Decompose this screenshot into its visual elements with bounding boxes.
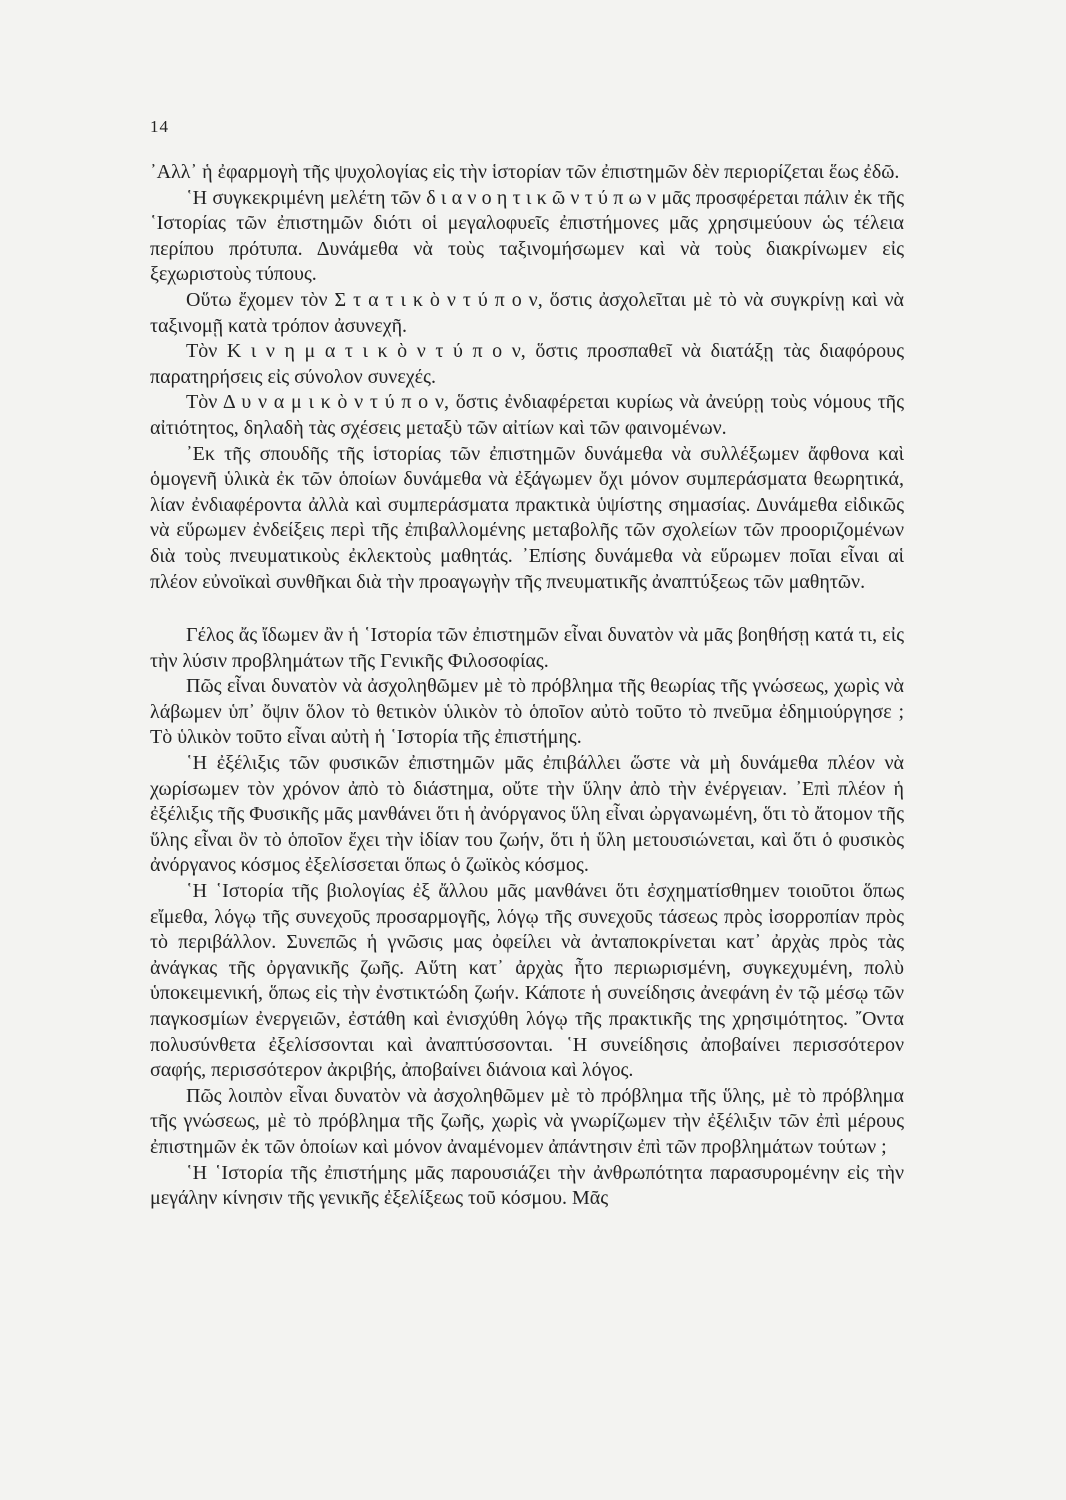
paragraph: ῾Η ῾Ιστορία τῆς βιολογίας ἐξ ἄλλου μᾶς μανθάνει ὅτι ἐσχηματίσθημεν τοιοῦτοι ὅπως εἴμεθα, λόγῳ τῆς συνεχοῦς προσαρμογῆς, λόγῳ τῆς συνεχοῦς τάσεως πρὸς ἰσορροπίαν πρὸς τὸ περιβάλλον. Συνεπῶς ἡ γνῶσις μας ὀφείλει νὰ ἀνταποκρίνεται κατ᾿ ἀρχὰς πρὸς τὰς ἀνάγκας τῆς ὀργανικῆς ζωῆς. Αὕτη κατ᾿ ἀρχὰς ἦτο περιωρισμένη, συγκεχυμένη, πολὺ ὑποκειμενική, ὅπως εἰς τὴν ἐνστικτώδη ζωήν. Κάποτε ἡ συνείδησις ἀνεφάνη ἐν τῷ μέσῳ τῶν παγκοσμίων ἐνεργειῶν, ἐστάθη καὶ ἐνισχύθη λόγῳ τῆς πρακτικῆς της χρησιμότητος. ῎Οντα πολυσύνθετα ἐξελίσσονται καὶ ἀναπτύσσονται. ῾Η συνείδησις ἀποβαίνει περισσότερον σαφής, περισσότερον ἀκριβής, ἀποβαίνει διάνοια καὶ λόγος.	[150, 880, 904, 1082]
page-number: 14	[150, 117, 169, 136]
paragraph: Τὸν Δ υ ν α μ ι κ ὸ ν τ ύ π ο ν, ὅστις ἐνδιαφέρεται κυρίως νὰ ἀνεύρῃ τοὺς νόμους τῆς αἰτιότητος, δηλαδὴ τὰς σχέσεις μεταξὺ τῶν αἰτίων καὶ τῶν φαινομένων.	[150, 391, 904, 439]
paragraph: Πῶς λοιπὸν εἶναι δυνατὸν νὰ ἀσχοληθῶμεν μὲ τὸ πρόβλημα τῆς ὕλης, μὲ τὸ πρόβλημα τῆς γνώσεως, μὲ τὸ πρόβλημα τῆς ζωῆς, χωρὶς νὰ γνωρίζωμεν τὴν ἐξέλιξιν τῶν ἐπὶ μέρους ἐπιστημῶν ἐκ τῶν ὁποίων καὶ μόνον ἀναμένομεν ἀπάντησιν ἐπὶ τῶν προβλημάτων τούτων ;	[150, 1084, 904, 1158]
paragraph: Οὕτω ἔχομεν τὸν Σ τ α τ ι κ ὸ ν τ ύ π ο ν, ὅστις ἀσχολεῖται μὲ τὸ νὰ συγκρίνῃ καὶ νὰ ταξινομῇ κατὰ τρόπον ἀσυνεχῆ.	[150, 288, 904, 337]
paragraph: ῾Η ῾Ιστορία τῆς ἐπιστήμης μᾶς παρουσιάζει τὴν ἀνθρωπότητα παρασυρομένην εἰς τὴν μεγάλην κίνησιν τῆς γενικῆς ἐξελίξεως τοῦ κόσμου. Μᾶς	[150, 1161, 904, 1210]
paragraph: Τὸν Κ ι ν η μ α τ ι κ ὸ ν τ ύ π ο ν, ὅστις προσπαθεῖ νὰ διατάξῃ τὰς διαφόρους παρατηρήσεις εἰς σύνολον συνεχές.	[150, 340, 904, 388]
paragraph: Πῶς εἶναι δυνατὸν νὰ ἀσχοληθῶμεν μὲ τὸ πρόβλημα τῆς θεωρίας τῆς γνώσεως, χωρὶς νὰ λάβωμεν ὑπ᾿ ὄψιν ὅλον τὸ θετικὸν ὑλικὸν τὸ ὁποῖον αὐτὸ τοῦτο τὸ πνεῦμα ἐδημιούργησε ; Τὸ ὑλικὸν τοῦτο εἶναι αὐτὴ ἡ ῾Ιστορία τῆς ἐπιστήμης.	[150, 675, 904, 749]
body-text	[150, 160, 904, 1212]
paragraph: ῾Η συγκεκριμένη μελέτη τῶν δ ι α ν ο η τ ι κ ῶ ν τ ύ π ω ν μᾶς προσφέρεται πάλιν ἐκ τῆς ῾Ιστορίας τῶν ἐπιστημῶν διότι οἱ μεγαλοφυεῖς ἐπιστήμονες μᾶς χρησιμεύουν ὡς τέλεια περίπου πρότυπα. Δυνάμεθα νὰ τοὺς ταξινομήσωμεν καὶ νὰ τοὺς διακρίνωμεν εἰς ξεχωριστοὺς τύπους.	[150, 186, 904, 286]
paragraph: ῾Η ἐξέλιξις τῶν φυσικῶν ἐπιστημῶν μᾶς ἐπιβάλλει ὥστε νὰ μὴ δυνάμεθα πλέον νὰ χωρίσωμεν τὸν χρόνον ἀπὸ τὸ διάστημα, οὔτε τὴν ὕλην ἀπὸ τὴν ἐνέργειαν. ᾿Επὶ πλέον ἡ ἐξέλιξις τῆς Φυσικῆς μᾶς μανθάνει ὅτι ἡ ἀνόργανος ὕλη εἶναι ὠργανωμένη, ὅτι τὸ ἄτομον τῆς ὕλης εἶναι ὂν τὸ ὁποῖον ἔχει τὴν ἰδίαν του ζωήν, ὅτι ἡ ὕλη μετουσιώνεται, καὶ ὅτι ὁ φυσικὸς ἀνόργανος κόσμος ἐξελίσσεται ὅπως ὁ ζωϊκὸς κόσμος.	[150, 752, 904, 877]
paragraph: ᾿Εκ τῆς σπουδῆς τῆς ἱστορίας τῶν ἐπιστημῶν δυνάμεθα νὰ συλλέξωμεν ἄφθονα καὶ ὁμογενῆ ὑλικὰ ἐκ τῶν ὁποίων δυνάμεθα νὰ ἐξάγωμεν ὄχι μόνον συμπεράσματα θεωρητικά, λίαν ἐνδιαφέροντα ἀλλὰ καὶ συμπεράσματα πρακτικὰ ὑψίστης σημασίας. Δυνάμεθα εἰδικῶς νὰ εὕρωμεν ἐνδείξεις περὶ τῆς ἐπιβαλλομένης μεταβολῆς τῶν σχολείων τῶν προοριζομένων διὰ τοὺς πνευματικοὺς ἐκλεκτοὺς μαθητάς. ᾿Επίσης δυνάμεθα νὰ εὕρωμεν ποῖαι εἶναι αἱ πλέον εὐνοϊκαὶ συνθῆκαι διὰ τὴν προαγωγὴν τῆς πνευματικῆς ἀναπτύξεως τῶν μαθητῶν.	[150, 442, 904, 593]
paragraph: Γέλος ἄς ἴδωμεν ἂν ἡ ῾Ιστορία τῶν ἐπιστημῶν εἶναι δυνατὸν νὰ μᾶς βοηθήσῃ κατά τι, εἰς τὴν λύσιν προβλημάτων τῆς Γενικῆς Φιλοσοφίας.	[150, 624, 904, 672]
paragraph: ᾿Αλλ᾿ ἡ ἐφαρμογὴ τῆς ψυχολογίας εἰς τὴν ἱστορίαν τῶν ἐπιστημῶν δὲν περιορίζεται ἕως ἐδῶ.	[150, 161, 900, 183]
